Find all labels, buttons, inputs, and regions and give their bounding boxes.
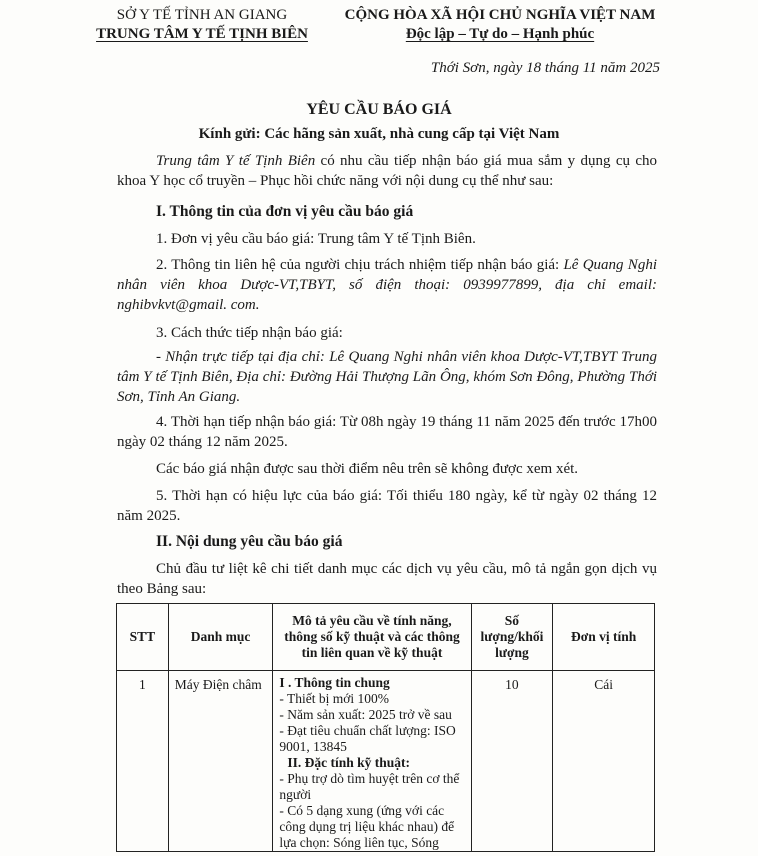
item-2-label: 2. Thông tin liên hệ của người chịu trách nhiệm tiếp nhận báo giá: bbox=[156, 257, 564, 273]
national-title: CỘNG HÒA XÃ HỘI CHỦ NGHĨA VIỆT NAM bbox=[344, 7, 656, 23]
table-row bbox=[117, 671, 655, 852]
quotation-table bbox=[116, 603, 655, 852]
col-header-stt: STT bbox=[117, 604, 169, 671]
desc-heading-specs: II. Đặc tính kỹ thuật: bbox=[287, 755, 411, 770]
date-line: Thới Sơn, ngày 18 tháng 11 năm 2025 bbox=[430, 60, 660, 76]
section-1-item-5: 5. Thời hạn có hiệu lực của báo giá: Tối thiểu 180 ngày, kể từ ngày 02 tháng 12 năm 2025. bbox=[117, 488, 657, 524]
col-header-quantity: Số lượng/khối lượng bbox=[471, 604, 553, 671]
desc-line: - Năm sản xuất: 2025 trở về sau bbox=[279, 707, 452, 722]
desc-line: - Có 5 dạng xung (ứng với các công dụng trị liệu khác nhau) để lựa chọn: Sóng liên tục, Sóng bbox=[279, 803, 455, 850]
cell-item: Máy Điện châm bbox=[168, 671, 273, 852]
agency-header bbox=[82, 6, 322, 44]
col-header-item: Danh mục bbox=[168, 604, 273, 671]
desc-line: - Đạt tiêu chuẩn chất lượng: ISO 9001, 13845 bbox=[279, 723, 456, 754]
receive-address: - Nhận trực tiếp tại địa chỉ: Lê Quang Nghi nhân viên khoa Dược-VT,TBYT Trung tâm Y tế Tịnh Biên, Địa chỉ: Đường Hải Thượng Lãn Ông, khóm Sơn Đông, Phường Thới Sơn, Tỉnh An Giang. bbox=[117, 349, 657, 405]
section-1-item-2 bbox=[117, 255, 657, 315]
desc-line: - Thiết bị mới 100% bbox=[279, 691, 390, 706]
intro-org: Trung tâm Y tế Tịnh Biên bbox=[156, 153, 316, 169]
section-1-item-4: 4. Thời hạn tiếp nhận báo giá: Từ 08h ngày 19 tháng 11 năm 2025 đến trước 17h00 ngày 02 tháng 12 năm 2025. bbox=[117, 414, 657, 450]
national-motto: Độc lập – Tự do – Hạnh phúc bbox=[405, 26, 595, 42]
agency-name: TRUNG TÂM Y TẾ TỊNH BIÊN bbox=[96, 26, 308, 42]
cell-quantity: 10 bbox=[471, 671, 553, 852]
cell-stt: 1 bbox=[117, 671, 169, 852]
table-header-row bbox=[117, 604, 655, 671]
col-header-description: Mô tả yêu cầu về tính năng, thông số kỹ thuật và các thông tin liên quan về kỹ thuật bbox=[273, 604, 471, 671]
col-header-unit: Đơn vị tính bbox=[553, 604, 655, 671]
section-2-heading: II. Nội dung yêu cầu báo giá bbox=[156, 533, 343, 550]
section-1-item-3: 3. Cách thức tiếp nhận báo giá: bbox=[156, 325, 343, 341]
late-note: Các báo giá nhận được sau thời điểm nêu trên sẽ không được xem xét. bbox=[156, 461, 579, 477]
cell-unit: Cái bbox=[553, 671, 655, 852]
section-1-heading: I. Thông tin của đơn vị yêu cầu báo giá bbox=[156, 203, 414, 220]
document-title: YÊU CẦU BÁO GIÁ bbox=[306, 101, 452, 118]
intro-paragraph bbox=[117, 151, 657, 191]
intro-text: có nhu cầu tiếp nhận báo giá mua sắm y dụng cụ cho khoa Y học cổ truyền – Phục hồi chức năng với nội dung cụ thể như sau: bbox=[117, 153, 657, 189]
desc-line: - Phụ trợ dò tìm huyệt trên cơ thể người bbox=[279, 771, 460, 802]
parent-agency: SỞ Y TẾ TỈNH AN GIANG bbox=[116, 7, 288, 23]
recipient-line: Kính gửi: Các hãng sản xuất, nhà cung cấp tại Việt Nam bbox=[198, 126, 560, 142]
national-header bbox=[335, 6, 665, 44]
section-2-text: Chủ đầu tư liệt kê chi tiết danh mục các dịch vụ yêu cầu, mô tả ngắn gọn dịch vụ theo Bảng sau: bbox=[117, 561, 657, 597]
contact-info: Lê Quang Nghi nhân viên khoa Dược-VT,TBYT, số điện thoại: 0939977899, địa chỉ email: nghibvkvt@gmail. com. bbox=[117, 257, 657, 313]
cell-description bbox=[273, 671, 471, 852]
section-1-item-1: 1. Đơn vị yêu cầu báo giá: Trung tâm Y tế Tịnh Biên. bbox=[156, 231, 476, 247]
desc-heading-general: I . Thông tin chung bbox=[279, 675, 390, 690]
